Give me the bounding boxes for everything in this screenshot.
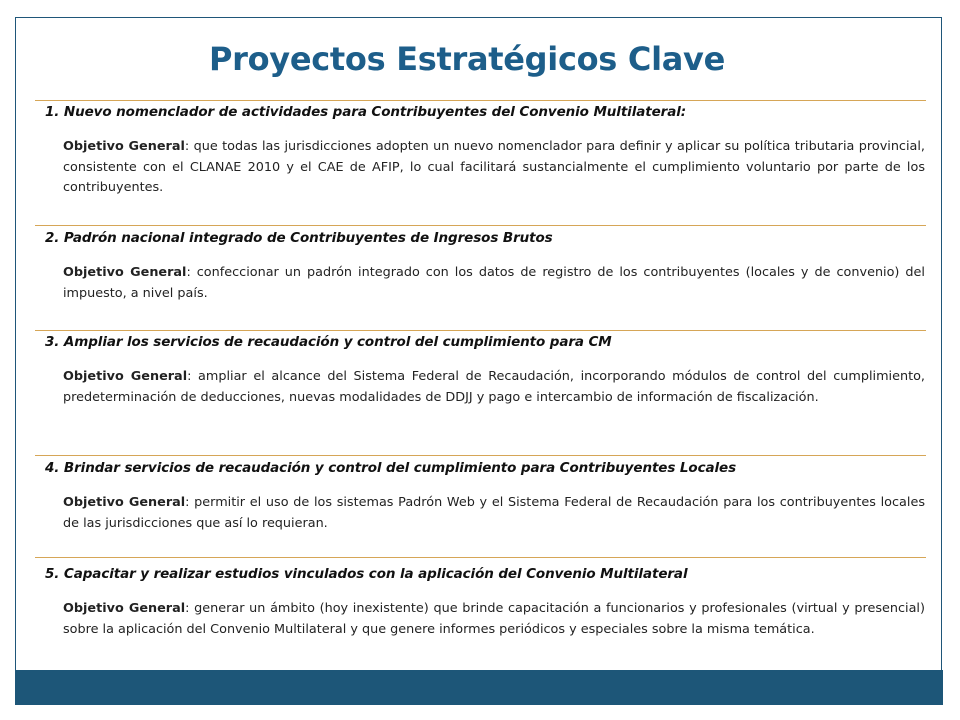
divider-rule	[35, 330, 926, 331]
objective-text: : confeccionar un padrón integrado con los datos de registro de los contribuyentes (locales y de convenio) del impuesto, a nivel país.	[63, 265, 925, 301]
project-objective	[63, 367, 925, 408]
project-objective	[63, 599, 925, 640]
divider-rule	[35, 100, 926, 101]
objective-text: : permitir el uso de los sistemas Padrón Web y el Sistema Federal de Recaudación para los contribuyentes locales de las jurisdicciones que así lo requieran.	[63, 495, 925, 531]
project-item-2	[45, 230, 925, 304]
objective-label: Objetivo General	[63, 265, 187, 280]
objective-label: Objetivo General	[63, 495, 186, 510]
project-item-3	[45, 334, 925, 408]
footer-band	[15, 670, 943, 705]
objective-text: : ampliar el alcance del Sistema Federal de Recaudación, incorporando módulos de control del cumplimiento, predeterminación de deducciones, nuevas modalidades de DDJJ y pago e intercambio de información de fiscalización.	[63, 369, 925, 405]
objective-label: Objetivo General	[63, 369, 188, 384]
objective-label: Objetivo General	[63, 139, 185, 154]
project-heading: 5. Capacitar y realizar estudios vinculados con la aplicación del Convenio Multilateral	[45, 566, 688, 582]
project-heading: 3. Ampliar los servicios de recaudación y control del cumplimiento para CM	[45, 334, 612, 350]
project-heading: 2. Padrón nacional integrado de Contribuyentes de Ingresos Brutos	[45, 230, 553, 246]
project-objective	[63, 263, 925, 304]
project-objective	[63, 137, 925, 199]
project-heading: 1. Nuevo nomenclador de actividades para Contribuyentes del Convenio Multilateral:	[45, 104, 687, 120]
objective-text: : que todas las jurisdicciones adopten un nuevo nomenclador para definir y aplicar su política tributaria provincial, consistente con el CLANAE 2010 y el CAE de AFIP, lo cual facilitará sustancialmente el cumplimiento voluntario por parte de los contribuyentes.	[63, 139, 925, 195]
divider-rule	[35, 225, 926, 226]
page-title: Proyectos Estratégicos Clave	[208, 40, 726, 78]
project-item-4	[45, 460, 925, 534]
project-objective	[63, 493, 925, 534]
objective-text: : generar un ámbito (hoy inexistente) que brinde capacitación a funcionarios y profesionales (virtual y presencial) sobre la aplicación del Convenio Multilateral y que genere informes periódicos y especiales sobre la misma temática.	[63, 601, 925, 637]
project-item-1	[45, 104, 925, 199]
project-heading: 4. Brindar servicios de recaudación y control del cumplimiento para Contribuyentes Locales	[45, 460, 737, 476]
divider-rule	[35, 557, 926, 558]
divider-rule	[35, 455, 926, 456]
objective-label: Objetivo General	[63, 601, 186, 616]
project-item-5	[45, 566, 925, 640]
